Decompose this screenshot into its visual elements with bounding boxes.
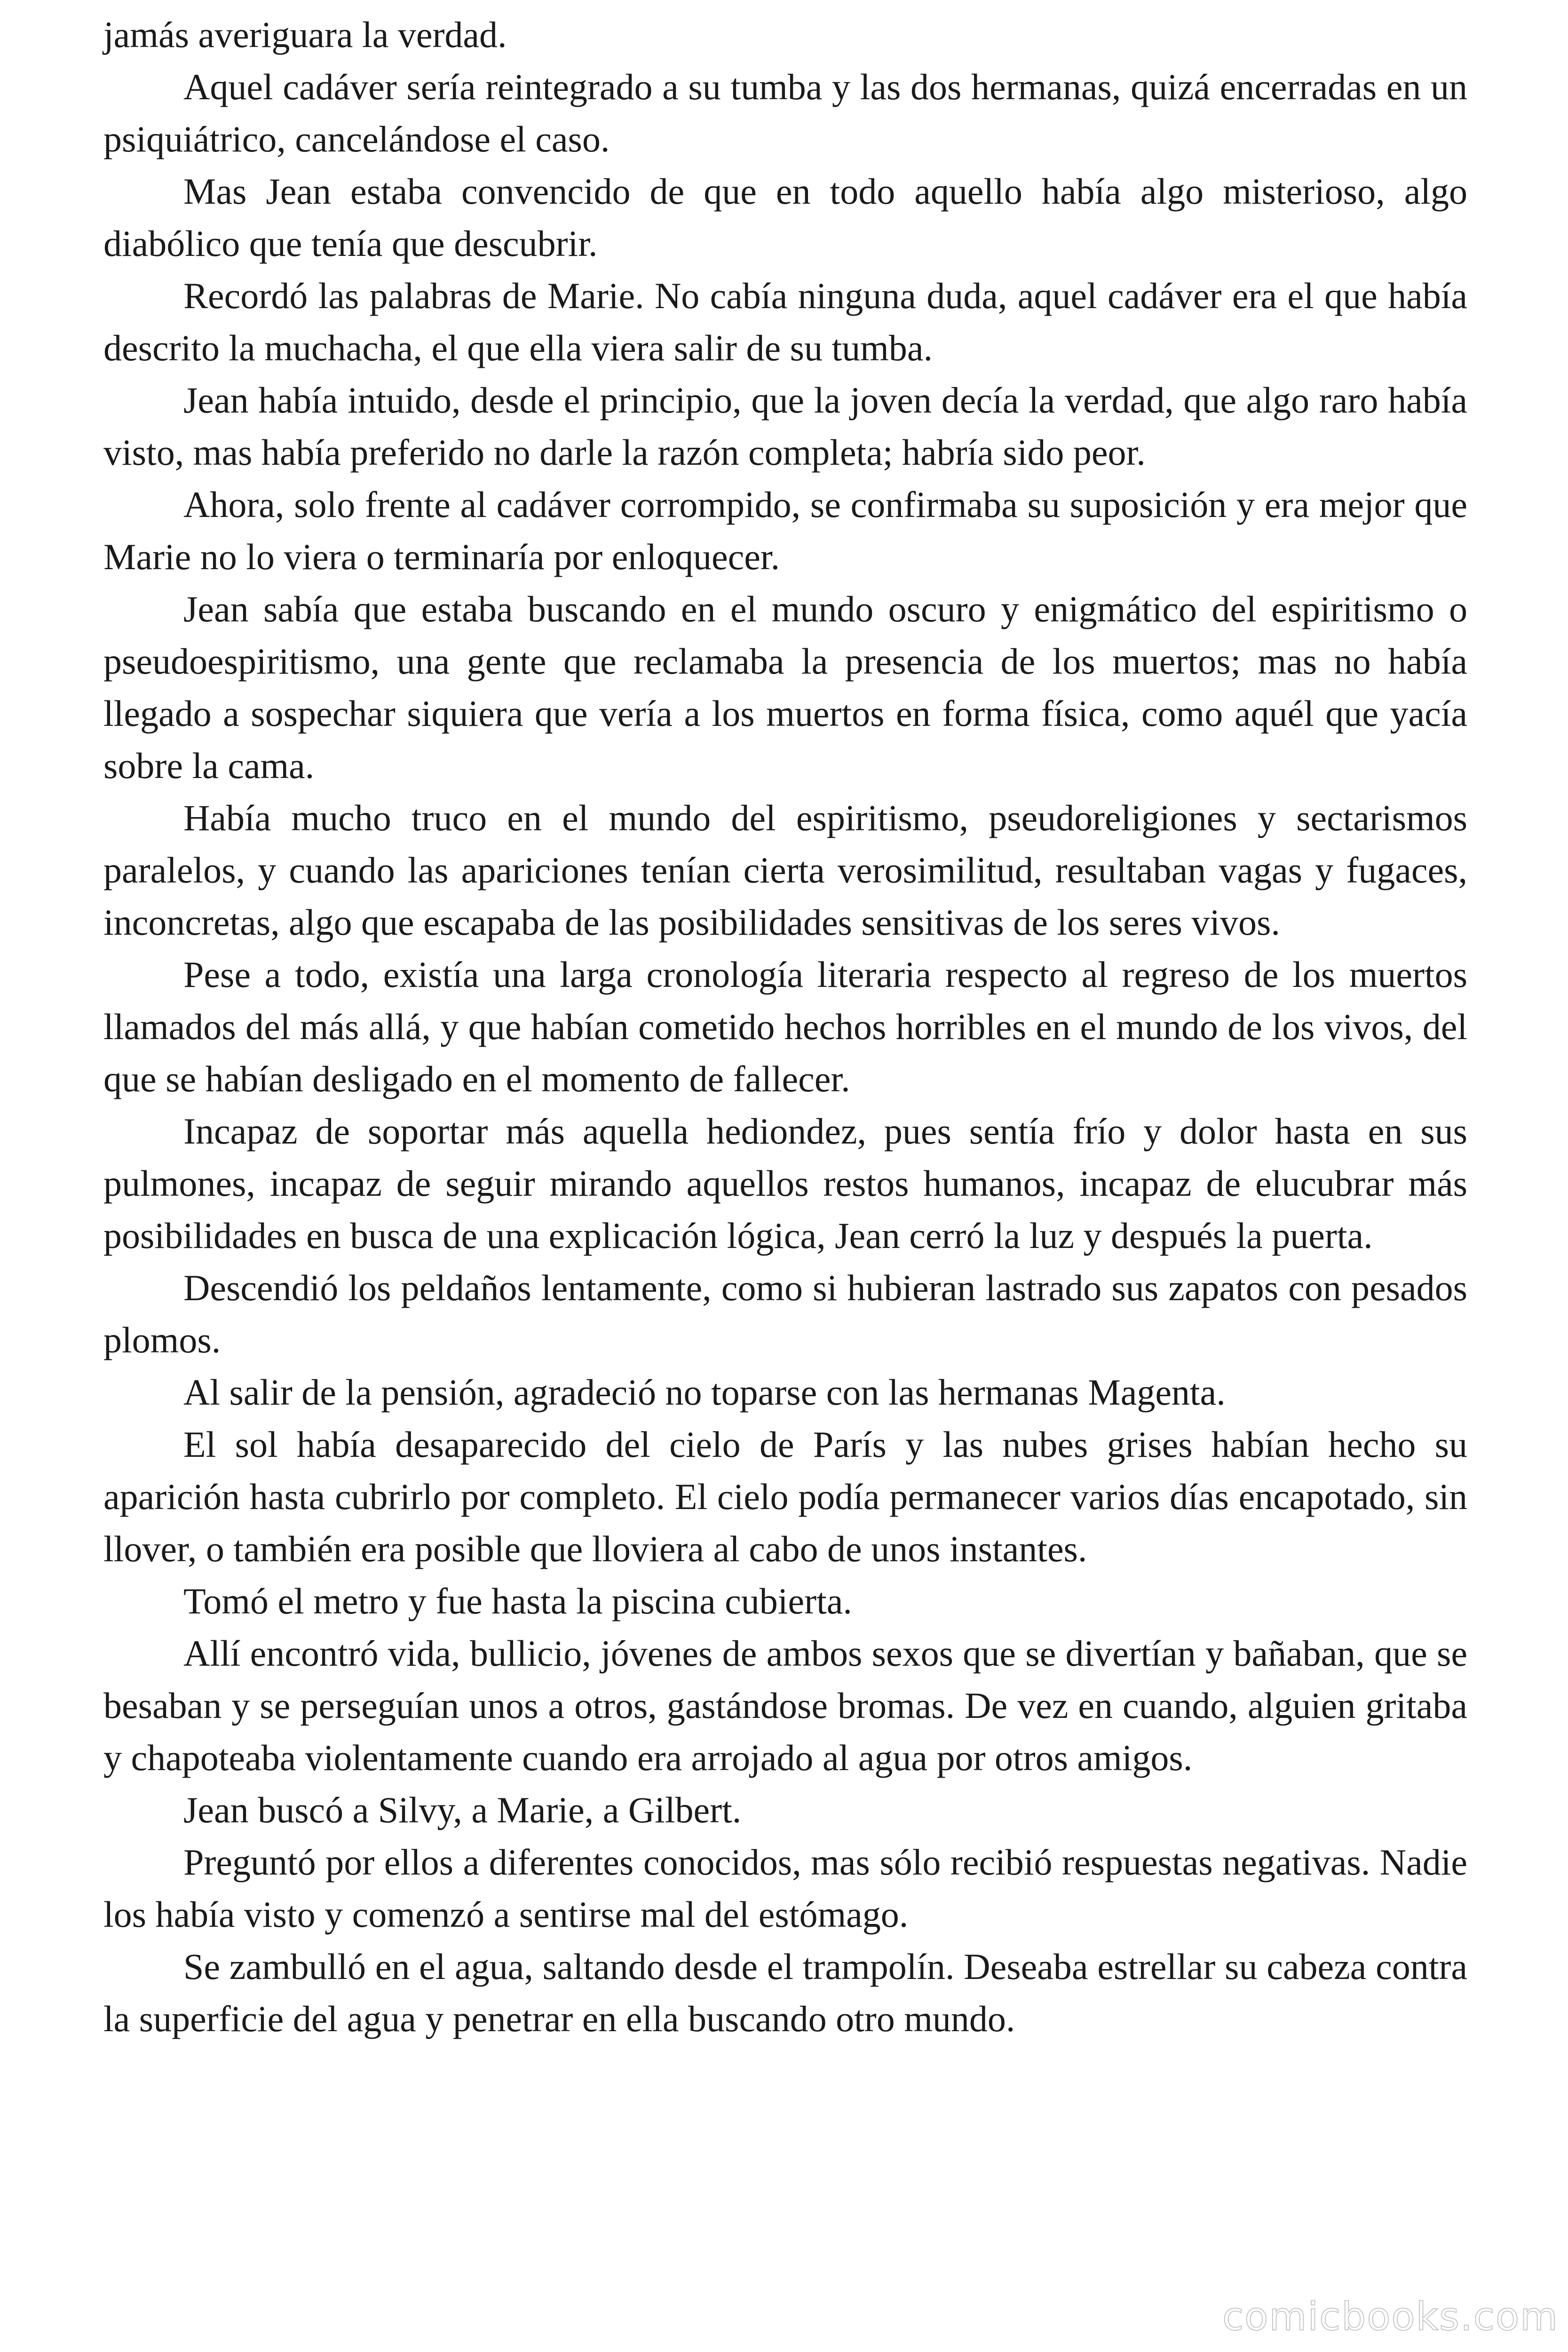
paragraph: Allí encontró vida, bullicio, jóvenes de ambos sexos que se divertían y bañaban, que se besaban y se perseguían unos a otros, gastándose bromas. De vez en cuando, alguien gritaba y chapoteaba violentamente cuando era arrojado al agua por otros amigos. <box>103 1633 1467 1778</box>
paragraph: Se zambulló en el agua, saltando desde el trampolín. Deseaba estrellar su cabeza contra la superficie del agua y penetrar en ella buscando otro mundo. <box>103 1946 1467 2039</box>
paragraph: Aquel cadáver sería reintegrado a su tumba y las dos hermanas, quizá encerradas en un psiquiátrico, cancelándose el caso. <box>103 66 1467 159</box>
watermark: comicbooks.com <box>1222 2295 1559 2339</box>
body-text <box>103 8 1467 2045</box>
paragraph: Tomó el metro y fue hasta la piscina cubierta. <box>183 1581 852 1621</box>
paragraph: Ahora, solo frente al cadáver corrompido, se confirmaba su suposición y era mejor que Marie no lo viera o terminaría por enloquecer. <box>103 484 1467 577</box>
paragraph: Preguntó por ellos a diferentes conocidos, mas sólo recibió respuestas negativas. Nadie los había visto y comenzó a sentirse mal del estómago. <box>103 1842 1467 1935</box>
paragraph: Jean sabía que estaba buscando en el mundo oscuro y enigmático del espiritismo o pseudoespiritismo, una gente que reclamaba la presencia de los muertos; mas no había llegado a sospechar siquiera que vería a los muertos en forma física, como aquél que yacía sobre la cama. <box>103 588 1467 786</box>
paragraph: Pese a todo, existía una larga cronología literaria respecto al regreso de los muertos llamados del más allá, y que habían cometido hechos horribles en el mundo de los vivos, del que se habían desligado en el momento de fallecer. <box>103 954 1467 1099</box>
paragraph: Al salir de la pensión, agradeció no toparse con las hermanas Magenta. <box>183 1372 1226 1413</box>
paragraph: El sol había desaparecido del cielo de París y las nubes grises habían hecho su aparición hasta cubrirlo por completo. El cielo podía permanecer varios días encapotado, sin llover, o también era posible que lloviera al cabo de unos instantes. <box>103 1424 1467 1569</box>
paragraph: Jean buscó a Silvy, a Marie, a Gilbert. <box>183 1789 742 1830</box>
paragraph: jamás averiguara la verdad. <box>103 14 507 55</box>
paragraph: Jean había intuido, desde el principio, que la joven decía la verdad, que algo raro había visto, mas había preferido no darle la razón completa; habría sido peor. <box>103 380 1467 473</box>
paragraph: Descendió los peldaños lentamente, como si hubieran lastrado sus zapatos con pesados plomos. <box>103 1267 1467 1360</box>
paragraph: Mas Jean estaba convencido de que en todo aquello había algo misterioso, algo diabólico que tenía que descubrir. <box>103 171 1467 264</box>
paragraph: Había mucho truco en el mundo del espiritismo, pseudoreligiones y sectarismos paralelos, y cuando las apariciones tenían cierta verosimilitud, resultaban vagas y fugaces, inconcretas, algo que escapaba de las posibilidades sensitivas de los seres vivos. <box>103 797 1467 943</box>
paragraph: Incapaz de soportar más aquella hediondez, pues sentía frío y dolor hasta en sus pulmones, incapaz de seguir mirando aquellos restos humanos, incapaz de elucubrar más posibilidades en busca de una explicación lógica, Jean cerró la luz y después la puerta. <box>103 1111 1467 1256</box>
paragraph: Recordó las palabras de Marie. No cabía ninguna duda, aquel cadáver era el que había descrito la muchacha, el que ella viera salir de su tumba. <box>103 275 1467 368</box>
